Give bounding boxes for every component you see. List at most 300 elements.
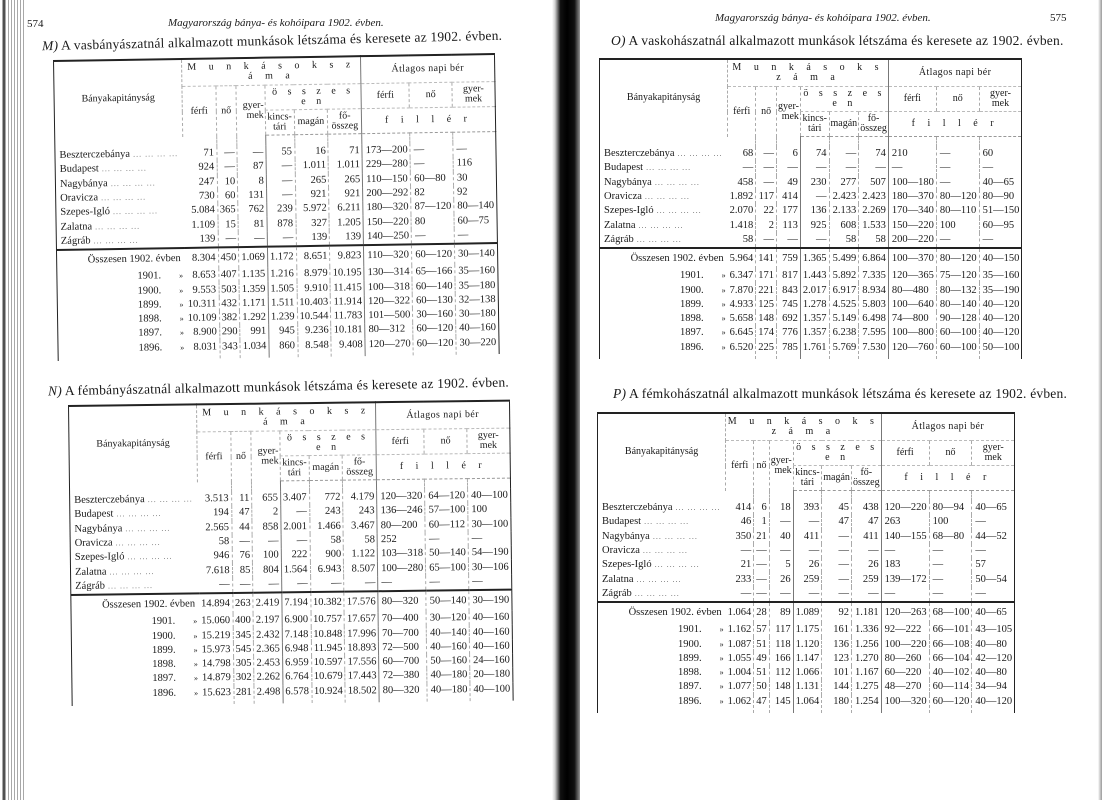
cell-wage-gyermek: — (469, 574, 512, 590)
year-cell (598, 623, 726, 637)
cell-no: — (754, 587, 770, 602)
cell-wage-no: 68—80 (929, 530, 972, 544)
cell-kincstari: 55 (266, 145, 295, 160)
cell-magan: 327 (295, 216, 329, 231)
leader-dots: ... ... ... ... (92, 221, 141, 232)
cell-wage-gyermek: 92 (454, 185, 497, 200)
year-cell (58, 326, 186, 342)
cell-kincstari: — (266, 188, 295, 203)
header-ferfi: férfi (731, 459, 749, 471)
cell-wage-ferfi: 80—312 (365, 323, 413, 338)
cell-wage-gyermek: 40—80 (972, 666, 1015, 680)
header-foosszeg: fő- összeg (851, 466, 881, 491)
cell-foosszeg: 507 (859, 176, 889, 190)
cell-foosszeg: 265 (329, 173, 363, 188)
leader-dots: ... ... ... ... (97, 192, 147, 203)
leader-dots: ... ... ... ... (674, 149, 723, 159)
cell-magan: 5.149 (829, 312, 859, 326)
header-magan: magán (309, 455, 343, 480)
cell-wage-ferfi: 200—220 (888, 233, 936, 248)
year-label: 1900. (137, 284, 162, 297)
cell-wage-no: 50—140 (426, 546, 469, 561)
cell-magan: 6.917 (829, 283, 859, 297)
cell-gyermek: 817 (777, 269, 801, 283)
cell-wage-no: — (929, 558, 972, 572)
cell-foosszeg: 6.864 (859, 248, 889, 269)
cell-foosszeg: 47 (851, 515, 881, 529)
cell-kincstari: 7.194 (282, 592, 311, 613)
cell-no: — (756, 147, 777, 161)
cell-magan: 6.238 (829, 326, 859, 340)
cell-ferfi: 1.004 (727, 667, 752, 679)
region-name: Budapest (59, 163, 99, 176)
header-kincstari: kincs- tári (280, 456, 309, 481)
cell-gyermek: 858 (252, 520, 281, 535)
cell-foosszeg: 259 (851, 572, 881, 586)
cell-gyermek: 2.453 (254, 656, 283, 671)
table-row (598, 558, 1015, 572)
cell-magan: 900 (310, 548, 344, 563)
header-wage-ferfi: férfi (361, 83, 409, 109)
year-label: 1897. (152, 673, 177, 685)
header-filler: f i l l é r (362, 107, 496, 134)
cell-foosszeg: 17.996 (345, 627, 379, 642)
cell-wage-gyermek: 30—106 (468, 560, 511, 575)
cell-ferfi: 1.162 (727, 624, 752, 636)
cell-wage-no: 60—140 (412, 279, 455, 294)
cell-wage-ferfi: — (378, 575, 426, 591)
cell-wage-ferfi: 150—220 (888, 218, 936, 232)
cell-magan: 8.651 (296, 246, 330, 268)
cell-no: 281 (233, 685, 254, 704)
cell-wage-ferfi: 180—370 (888, 190, 936, 204)
cell-wage-no: 66—104 (929, 652, 972, 666)
cell-no: 44 (231, 520, 252, 535)
cell-no: 400 (233, 614, 254, 629)
header-region: Bányakapitányság (54, 59, 183, 139)
cell-foosszeg: 58 (859, 233, 889, 248)
cell-ferfi: 6.520 (729, 341, 754, 353)
cell-foosszeg: 6.498 (859, 312, 889, 326)
cell-wage-no: 50—140 (426, 590, 469, 612)
cell-gyermek: 18 (769, 501, 793, 515)
cell-magan: — (822, 572, 852, 586)
cell-wage-ferfi: 136—246 (377, 504, 425, 519)
region-name: Zalatna (60, 221, 93, 233)
year-cell (72, 657, 200, 673)
year-row (598, 637, 1015, 651)
cell-ferfi: 139 (199, 233, 216, 245)
header-ferfi: férfi (190, 105, 208, 117)
table-title-n (48, 375, 509, 400)
cell-wage-ferfi: — (888, 161, 936, 175)
leader-dots: ... ... ... ... (107, 178, 156, 188)
cell-no: — (232, 578, 253, 594)
year-cell (598, 637, 726, 651)
cell-foosszeg: 74 (859, 147, 889, 161)
table-row (600, 176, 1022, 190)
cell-wage-no: — (929, 587, 972, 602)
cell-magan: 921 (295, 188, 329, 203)
cell-gyermek: 776 (777, 326, 801, 340)
cell-no: 117 (756, 190, 777, 204)
region-cell (598, 515, 726, 529)
cell-wage-gyermek: 40—80 (972, 637, 1015, 651)
cell-no: 51 (754, 637, 770, 651)
cell-kincstari: — (267, 231, 296, 247)
cell-no: 365 (217, 203, 238, 218)
cell-ferfi: 71 (203, 147, 215, 159)
region-name: Beszterczebánya (59, 148, 131, 162)
total-row (600, 248, 1022, 269)
table-title-text: A vaskohászatnál alkalmazott munkások létszáma és keresete az 1902. évben. (628, 33, 1064, 48)
leader-dots: ... ... ... ... (635, 220, 684, 230)
cell-wage-ferfi: 170—340 (888, 204, 936, 218)
cell-wage-no: 100 (929, 515, 972, 529)
cell-ferfi: 15.219 (201, 629, 231, 641)
leader-dots: ... ... ... ... (641, 192, 690, 202)
ditto-mark: » (719, 639, 724, 649)
table-row (600, 204, 1022, 218)
cell-no: 51 (754, 666, 770, 680)
year-cell (58, 341, 186, 361)
cell-wage-gyermek: 30—180 (455, 307, 498, 322)
leader-dots: ... ... ... ... (90, 235, 139, 246)
cell-wage-gyermek: — (972, 587, 1015, 602)
region-name: Zalatna (602, 573, 634, 585)
cell-magan: 144 (822, 680, 852, 694)
cell-no: — (756, 176, 777, 190)
cell-magan: 45 (822, 501, 852, 515)
cell-magan: 10.848 (311, 627, 345, 642)
header-avg-wage: Átlagos napi bér (881, 413, 1015, 441)
region-name: Zágráb (60, 235, 91, 247)
statistics-table (68, 400, 513, 706)
cell-wage-ferfi: 139—172 (881, 572, 929, 586)
cell-ferfi: 14.894 (199, 593, 233, 614)
year-cell (600, 312, 728, 326)
cell-ferfi: 58 (218, 536, 230, 548)
region-name: Oravicza (602, 545, 640, 557)
header-kincstari: kincs- tári (265, 110, 294, 135)
book-spine (552, 0, 582, 800)
cell-ferfi: 247 (198, 176, 215, 188)
region-cell (70, 550, 198, 566)
cell-wage-no: — (936, 176, 979, 190)
table-letter: M) (41, 37, 59, 54)
cell-foosszeg: 4.179 (343, 490, 377, 505)
leader-dots: ... ... ... ... (144, 494, 193, 505)
cell-magan: 16 (294, 145, 328, 160)
cell-ferfi: — (742, 162, 754, 174)
page-number-right: 575 (1050, 12, 1067, 24)
leader-dots: ... ... ... ... (122, 523, 171, 534)
cell-gyermek: 991 (240, 325, 269, 340)
ditto-mark: » (719, 653, 724, 663)
header-gyermek: gyer- mek (251, 431, 280, 481)
cell-wage-gyermek: 80—90 (979, 190, 1022, 204)
cell-foosszeg: 58 (343, 533, 377, 548)
cell-wage-no: 40—180 (427, 683, 470, 702)
cell-magan: 10.403 (297, 295, 331, 310)
cell-no: 50 (754, 680, 770, 694)
cell-magan: 243 (309, 505, 343, 520)
cell-ferfi: 924 (198, 161, 215, 174)
cell-wage-ferfi: 74—800 (888, 312, 936, 326)
year-row (598, 680, 1015, 694)
header-osszesen: ö s s z e s e n (280, 430, 377, 456)
statistics-table (599, 58, 1022, 359)
cell-ferfi: 5.964 (728, 248, 756, 269)
table-row (600, 161, 1022, 175)
cell-ferfi: 6.645 (729, 327, 754, 339)
cell-foosszeg: 9.408 (331, 338, 365, 357)
cell-foosszeg: 18.502 (345, 684, 379, 703)
cell-wage-ferfi: 110—320 (364, 244, 412, 266)
cell-foosszeg: 7.595 (859, 326, 889, 340)
cell-kincstari: 878 (267, 217, 296, 232)
ditto-mark: » (179, 314, 184, 324)
header-foosszeg: fő- összeg (859, 112, 889, 137)
leader-dots: ... ... ... ... (112, 537, 161, 548)
cell-gyermek: — (777, 161, 801, 175)
year-label: 1901. (151, 615, 176, 628)
running-head-right: Magyarország bánya- és kohóipara 1902. évben. (715, 12, 931, 24)
cell-kincstari: 230 (800, 176, 829, 190)
cell-kincstari: 259 (793, 572, 822, 586)
cell-foosszeg: 11.415 (330, 281, 364, 296)
cell-magan: 92 (822, 602, 852, 623)
cell-no: — (217, 160, 238, 175)
cell-wage-ferfi: 60—700 (379, 655, 427, 670)
cell-wage-gyermek: 40—100 (468, 489, 511, 504)
cell-wage-gyermek: 50—100 (979, 341, 1022, 359)
cell-wage-no: 60—130 (412, 293, 455, 308)
cell-wage-no: 40—160 (427, 640, 470, 655)
cell-gyermek: 177 (777, 204, 801, 218)
cell-gyermek: 843 (777, 283, 801, 297)
cell-kincstari: 1.511 (268, 296, 297, 311)
header-osszesen: ö s s z e s e n (265, 84, 362, 111)
cell-no: 225 (756, 341, 777, 359)
total-label: Összesen 1902. évben (598, 602, 726, 623)
cell-wage-ferfi: 48—270 (881, 680, 929, 694)
cell-no: 432 (219, 297, 240, 312)
cell-wage-gyermek: 40—120 (979, 312, 1022, 326)
table-row (598, 587, 1015, 602)
cell-no: 141 (756, 248, 777, 269)
cell-gyermek: 2.432 (253, 628, 282, 643)
cell-wage-ferfi: 140—155 (881, 530, 929, 544)
cell-gyermek: 145 (769, 695, 793, 713)
cell-gyermek: 745 (777, 298, 801, 312)
cell-kincstari: 1.175 (793, 623, 822, 637)
cell-wage-ferfi: 150—220 (363, 215, 411, 230)
cell-wage-ferfi: 120—220 (881, 501, 929, 515)
cell-wage-gyermek: 40—100 (470, 682, 513, 701)
cell-ferfi: 1.055 (727, 652, 752, 664)
year-cell (57, 283, 185, 299)
leader-dots: ... ... ... ... (639, 546, 688, 556)
cell-magan: — (829, 161, 859, 175)
cell-kincstari: — (800, 233, 829, 248)
cell-kincstari: 1.278 (800, 298, 829, 312)
region-name: Budapest (604, 162, 644, 174)
cell-foosszeg: 1.205 (329, 216, 363, 231)
cell-wage-ferfi: 173—200 (362, 143, 410, 158)
cell-wage-no: — (936, 147, 979, 161)
cell-wage-no: — (411, 229, 454, 245)
cell-gyermek: 804 (253, 563, 282, 578)
cell-no: 302 (233, 671, 254, 686)
cell-ferfi: 5.084 (191, 204, 215, 217)
cell-ferfi: 8.031 (193, 341, 218, 353)
cell-gyermek: 1.069 (239, 247, 268, 268)
cell-gyermek: 2.262 (254, 671, 283, 686)
cell-ferfi: 7.870 (729, 284, 754, 296)
cell-foosszeg: 7.335 (859, 269, 889, 283)
cell-wage-gyermek: 42—120 (972, 652, 1015, 666)
cell-wage-ferfi: 120—365 (888, 269, 936, 283)
cell-gyermek: 118 (769, 637, 793, 651)
leader-dots: ... ... ... ... (106, 566, 155, 577)
cell-magan: 136 (822, 637, 852, 651)
region-cell (70, 521, 198, 537)
leader-dots: ... ... ... ... (641, 517, 690, 527)
cell-wage-no: 80—94 (929, 501, 972, 515)
cell-wage-no: — (929, 544, 972, 558)
cell-gyermek: 131 (238, 189, 267, 204)
cell-magan: 8.548 (297, 338, 331, 357)
cell-no: — (754, 558, 770, 572)
cell-ferfi: 14.879 (201, 672, 231, 684)
cell-magan: 1.466 (309, 519, 343, 534)
cell-magan: 123 (822, 652, 852, 666)
ditto-mark: » (719, 668, 724, 678)
total-label: Összesen 1902. évben (600, 248, 728, 269)
ditto-mark: » (193, 645, 198, 655)
cell-gyermek: 87 (237, 160, 266, 175)
cell-foosszeg: 8.507 (344, 562, 378, 577)
cell-wage-no: 50—160 (427, 654, 470, 669)
leader-dots: ... ... ... ... (649, 531, 698, 541)
cell-gyermek: 759 (777, 248, 801, 269)
cell-kincstari: 1.089 (793, 602, 822, 623)
cell-wage-gyermek: 60—95 (979, 218, 1022, 232)
cell-foosszeg: 71 (328, 144, 362, 159)
cell-magan: 265 (295, 173, 329, 188)
cell-kincstari: 925 (800, 218, 829, 232)
cell-gyermek: — (777, 233, 801, 248)
region-cell (598, 587, 726, 602)
year-label: 1896. (152, 687, 177, 699)
cell-no: 545 (233, 642, 254, 657)
cell-wage-ferfi: 130—314 (364, 265, 412, 280)
cell-ferfi: — (740, 587, 752, 599)
cell-magan: 10.544 (297, 310, 331, 325)
cell-wage-gyermek: 35—180 (455, 278, 498, 293)
year-row (600, 298, 1022, 312)
year-label: 1898. (152, 658, 176, 671)
cell-wage-ferfi: 80—260 (881, 652, 929, 666)
cell-foosszeg: 243 (343, 505, 377, 520)
cell-foosszeg: 17.443 (345, 669, 379, 684)
cell-ferfi: 1.062 (727, 695, 752, 707)
cell-ferfi: 946 (213, 550, 230, 562)
cell-wage-ferfi: 70—400 (378, 612, 426, 627)
cell-wage-gyermek: 35—160 (979, 269, 1022, 283)
region-cell (598, 572, 726, 586)
cell-kincstari: 393 (793, 501, 822, 515)
cell-ferfi: 5.658 (729, 313, 754, 325)
region-cell (598, 544, 726, 558)
cell-magan: 5.499 (829, 248, 859, 269)
cell-gyermek: 8 (238, 174, 267, 189)
cell-wage-ferfi: 120—760 (888, 341, 936, 359)
cell-wage-ferfi: 100—318 (364, 280, 412, 295)
cell-wage-gyermek: 40—120 (972, 695, 1015, 713)
cell-wage-gyermek: 30—220 (456, 336, 499, 355)
cell-wage-no: 80—110 (936, 204, 979, 218)
cell-wage-no: 100 (936, 218, 979, 232)
cell-ferfi: 7.618 (205, 564, 230, 576)
region-cell (598, 530, 726, 544)
cell-no: 22 (756, 204, 777, 218)
ditto-mark: » (721, 342, 726, 352)
cell-magan: 10.679 (311, 670, 345, 685)
cell-no: 221 (756, 283, 777, 297)
leader-dots: ... ... ... ... (651, 177, 700, 187)
year-cell (600, 298, 728, 312)
table-row (600, 147, 1022, 161)
cell-gyermek: 1.292 (240, 311, 269, 326)
header-region: Bányakapitányság (600, 59, 728, 137)
cell-wage-no: 65—166 (412, 265, 455, 280)
cell-foosszeg: 18.893 (345, 641, 379, 656)
cell-gyermek: — (769, 544, 793, 558)
cell-kincstari: 860 (269, 339, 298, 358)
region-cell (70, 492, 198, 508)
cell-wage-no: — (936, 161, 979, 175)
cell-no: 407 (218, 268, 239, 283)
ditto-mark: » (719, 682, 724, 692)
header-wage-gyermek: gyer- mek (452, 82, 495, 108)
header-wage-no: nő (929, 441, 972, 466)
cell-wage-gyermek: 34—94 (972, 680, 1015, 694)
cell-no: 21 (754, 530, 770, 544)
cell-foosszeg: 411 (851, 530, 881, 544)
cell-wage-ferfi: — (881, 544, 929, 558)
cell-wage-gyermek: — (453, 142, 496, 157)
cell-wage-no: — (425, 532, 468, 547)
cell-magan: — (822, 530, 852, 544)
cell-kincstari: 1.365 (800, 248, 829, 269)
header-workers-count: M u n k á s o k s z á m a (728, 59, 889, 87)
year-row (600, 312, 1022, 326)
cell-kincstari: 411 (793, 530, 822, 544)
cell-no: 11 (231, 492, 252, 507)
cell-wage-gyermek: 40—65 (972, 501, 1015, 515)
header-gyermek: gyer- mek (236, 85, 265, 135)
region-cell (600, 233, 728, 248)
cell-wage-gyermek: 100 (468, 503, 511, 518)
region-name: Szepes-Igló (74, 551, 125, 564)
cell-no: 6 (754, 501, 770, 515)
cell-gyermek: 5 (769, 558, 793, 572)
table-letter: P) (613, 386, 627, 401)
cell-wage-ferfi: 110—150 (363, 172, 411, 187)
cell-wage-ferfi: 120—320 (377, 490, 425, 505)
